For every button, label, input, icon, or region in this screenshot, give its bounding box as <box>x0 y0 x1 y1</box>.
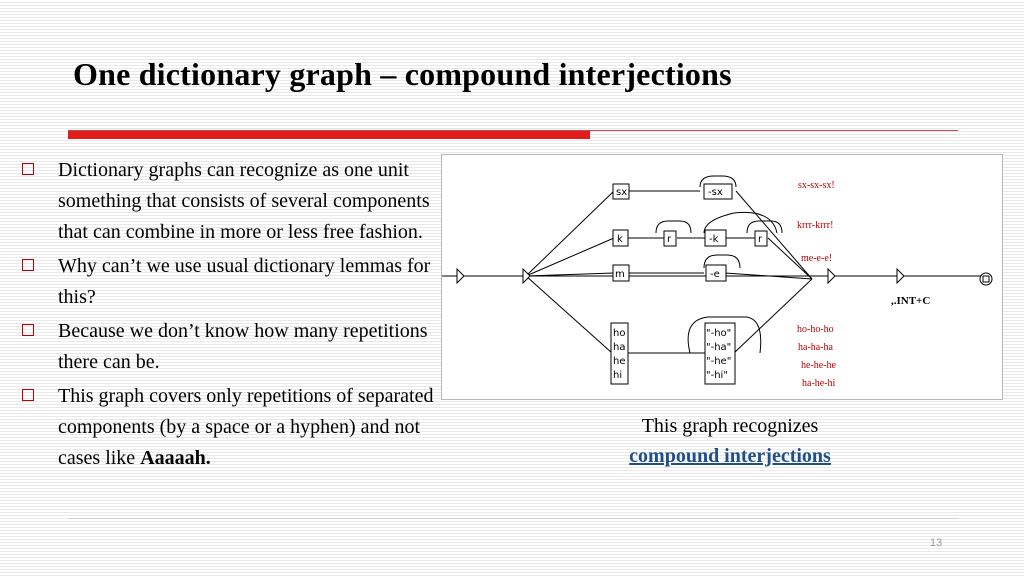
output-label: ,.INT+C <box>891 295 931 307</box>
dictionary-graph-figure <box>441 154 1003 400</box>
bullet-item <box>22 251 442 313</box>
node-h-left-label: he <box>613 356 626 367</box>
square-bullet-icon <box>22 259 34 271</box>
hub-arrow-icon <box>523 269 530 283</box>
node-r1-label: r <box>667 234 672 245</box>
node-k-label: k <box>617 234 623 245</box>
edge-to-h <box>526 276 612 353</box>
example-label: he-he-he <box>801 360 836 371</box>
node-k-rep-label: -k <box>709 234 719 245</box>
merge-arrow-icon <box>828 269 835 283</box>
bullet-text: This graph covers only repetitions of separated components (by a space or a hyphen) and not cases like <box>58 385 434 469</box>
bullet-item <box>22 155 442 248</box>
square-bullet-icon <box>22 389 34 401</box>
page-number: 13 <box>930 537 943 549</box>
bullet-text: Because we don’t know how many repetitions there can be. <box>58 320 428 373</box>
caption-text: This graph recognizes <box>641 415 819 437</box>
square-bullet-icon <box>22 163 34 175</box>
example-label: sx-sx-sx! <box>798 180 835 191</box>
edge-to-sx <box>526 191 614 276</box>
edge-sx-merge <box>736 191 812 279</box>
node-h-right-label: "-ho" <box>706 328 732 339</box>
example-label: ho-ho-ho <box>797 324 834 335</box>
final-state-inner <box>983 276 989 282</box>
node-h-right-label: "-he" <box>706 356 732 367</box>
node-h-left-label: ho <box>613 328 626 339</box>
node-h-left-label: ha <box>613 342 626 353</box>
square-bullet-icon <box>22 324 34 336</box>
caption-link[interactable]: compound interjections <box>629 445 831 467</box>
node-h-right-label: "-hi" <box>706 370 728 381</box>
slide-title: One dictionary graph – compound interjections <box>73 56 732 92</box>
example-label: ha-ha-ha <box>798 342 833 353</box>
edge-to-k <box>526 238 614 276</box>
node-sx-label: sx <box>616 187 628 198</box>
bullet-list <box>22 155 442 477</box>
node-h-right-label: "-ha" <box>706 342 732 353</box>
output-arrow-icon <box>897 269 904 283</box>
bullet-bold-example: Aaaaah. <box>140 447 211 469</box>
example-label: krrr-krrr! <box>797 220 834 231</box>
node-sx-rep-label: -sx <box>708 187 723 198</box>
start-arrow-icon <box>457 269 464 283</box>
graph-diagram <box>442 155 1002 399</box>
example-label: me-e-e! <box>801 253 833 264</box>
bullet-item <box>22 316 442 378</box>
bullet-text: Why can’t we use usual dictionary lemmas for this? <box>58 255 431 308</box>
bullet-text: Dictionary graphs can recognize as one unit something that consists of several components that can combine in more or less free fashion. <box>58 159 430 243</box>
node-r2-label: r <box>758 234 763 245</box>
footer-divider <box>68 518 958 519</box>
title-accent-bar <box>68 131 590 139</box>
figure-caption <box>540 411 920 471</box>
example-label: ha-he-hi <box>802 378 836 389</box>
bullet-item <box>22 381 442 474</box>
node-e-rep-label: -e <box>710 269 720 280</box>
node-m-label: m <box>615 269 625 280</box>
node-h-left-label: hi <box>613 370 623 381</box>
